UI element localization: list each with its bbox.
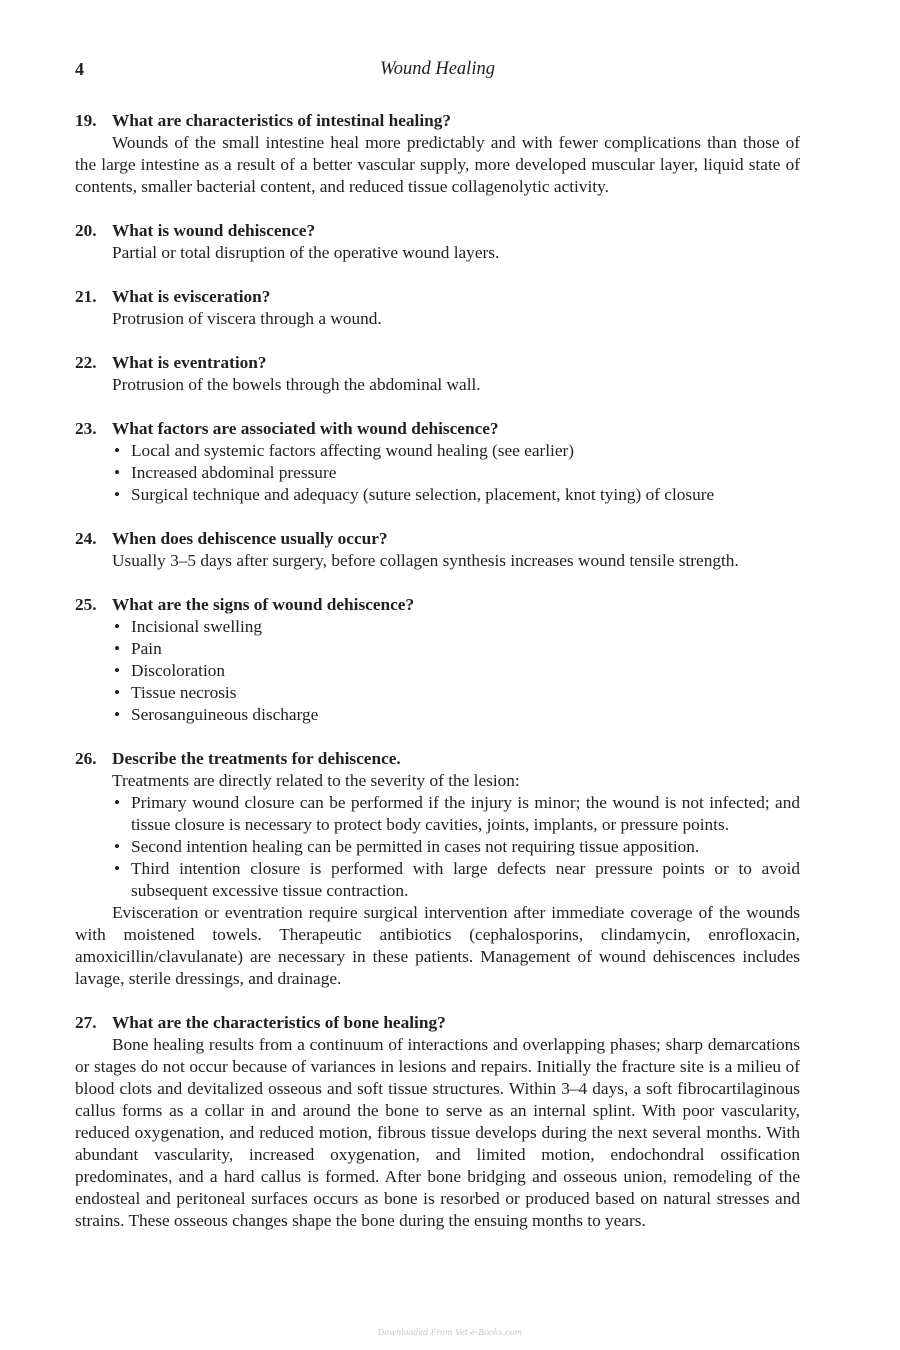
- list-item: • Second intention healing can be permitted in cases not requiring tissue apposition.: [112, 836, 800, 858]
- question-19: [75, 110, 800, 132]
- question-text: When does dehiscence usually occur?: [112, 529, 388, 548]
- question-text: What is eventration?: [112, 353, 267, 372]
- question-text: What is wound dehiscence?: [112, 221, 316, 240]
- qa-20: [75, 220, 800, 264]
- question-number: 22.: [75, 353, 97, 372]
- question-number: 27.: [75, 1013, 97, 1032]
- answer-22: Protrusion of the bowels through the abdominal wall.: [112, 375, 481, 394]
- answer-21: Protrusion of viscera through a wound.: [112, 309, 382, 328]
- list-item: • Incisional swelling: [112, 616, 800, 638]
- answer-23-list: [75, 440, 800, 506]
- question-20: [75, 220, 800, 242]
- question-number: 19.: [75, 111, 97, 130]
- question-24: [75, 528, 800, 550]
- question-25: [75, 594, 800, 616]
- page-header: [75, 58, 800, 88]
- question-number: 23.: [75, 419, 97, 438]
- running-head: Wound Healing: [380, 59, 495, 79]
- list-item: • Tissue necrosis: [112, 682, 800, 704]
- question-text: What is evisceration?: [112, 287, 271, 306]
- question-text: What factors are associated with wound dehiscence?: [112, 419, 499, 438]
- question-text: What are characteristics of intestinal healing?: [112, 111, 452, 130]
- question-23: [75, 418, 800, 440]
- qa-25: [75, 594, 800, 726]
- question-number: 20.: [75, 221, 97, 240]
- question-text: Describe the treatments for dehiscence.: [112, 749, 401, 768]
- list-item: • Increased abdominal pressure: [112, 462, 800, 484]
- question-number: 26.: [75, 749, 97, 768]
- qa-24: [75, 528, 800, 572]
- answer-26-paragraph: Evisceration or eventration require surgical intervention after immediate coverage of the wounds with moistened towels. Therapeutic antibiotics (cephalosporins, clindamycin, enrofloxacin, amoxicillin/clavulanate) are necessary in these patients. Management of wound dehiscences includes lavage, sterile dressings, and drainage.: [75, 903, 800, 988]
- qa-23: [75, 418, 800, 506]
- list-item: • Third intention closure is performed with large defects near pressure points or to avoid subsequent excessive tissue contraction.: [112, 858, 800, 902]
- list-item: • Surgical technique and adequacy (suture selection, placement, knot tying) of closure: [112, 484, 800, 506]
- answer-25-list: [75, 616, 800, 726]
- book-page: [75, 58, 800, 1232]
- answer-20: Partial or total disruption of the operative wound layers.: [112, 243, 500, 262]
- qa-21: [75, 286, 800, 330]
- qa-19: [75, 110, 800, 198]
- qa-22: [75, 352, 800, 396]
- question-number: 21.: [75, 287, 97, 306]
- qa-27: [75, 1012, 800, 1232]
- answer-24: Usually 3–5 days after surgery, before collagen synthesis increases wound tensile strength.: [112, 551, 739, 570]
- question-22: [75, 352, 800, 374]
- question-text: What are the signs of wound dehiscence?: [112, 595, 415, 614]
- download-watermark: Downloaded From Vet-e-Books.com: [377, 1328, 523, 1337]
- answer-26-list: [75, 792, 800, 902]
- answer-26-intro: Treatments are directly related to the severity of the lesion:: [112, 771, 520, 790]
- qa-26: [75, 748, 800, 990]
- list-item: • Primary wound closure can be performed if the injury is minor; the wound is not infected; and tissue closure is necessary to protect body cavities, joints, implants, or pressure points.: [112, 792, 800, 836]
- question-number: 25.: [75, 595, 97, 614]
- question-21: [75, 286, 800, 308]
- list-item: • Serosanguineous discharge: [112, 704, 800, 726]
- question-27: [75, 1012, 800, 1034]
- answer-19: Wounds of the small intestine heal more predictably and with fewer complications than those of the large intestine as a result of a better vascular supply, more developed muscular layer, liquid state of contents, smaller bacterial content, and reduced tissue collagenolytic activity.: [75, 133, 800, 196]
- question-number: 24.: [75, 529, 97, 548]
- list-item: • Discoloration: [112, 660, 800, 682]
- page-number: 4: [75, 59, 84, 79]
- list-item: • Local and systemic factors affecting wound healing (see earlier): [112, 440, 800, 462]
- question-26: [75, 748, 800, 770]
- answer-27: Bone healing results from a continuum of interactions and overlapping phases; sharp demarcations or stages do not occur because of variances in lesions and repairs. Initially the fracture site is a milieu of blood clots and devitalized osseous and soft tissue structures. Within 3–4 days, a soft fibrocartilaginous callus forms as a collar in and around the bone to serve as an internal splint. With poor vascularity, reduced oxygenation, and reduced motion, fibrous tissue develops during the next several months. With abundant vascularity, increased oxygenation, and limited motion, endochondral ossification predominates, and a hard callus is formed. After bone bridging and osseous union, remodeling of the endosteal and peritoneal surfaces occurs as bone is resorbed or produced based on natural stresses and strains. These osseous changes shape the bone during the ensuing months to years.: [75, 1035, 800, 1230]
- question-text: What are the characteristics of bone healing?: [112, 1013, 446, 1032]
- list-item: • Pain: [112, 638, 800, 660]
